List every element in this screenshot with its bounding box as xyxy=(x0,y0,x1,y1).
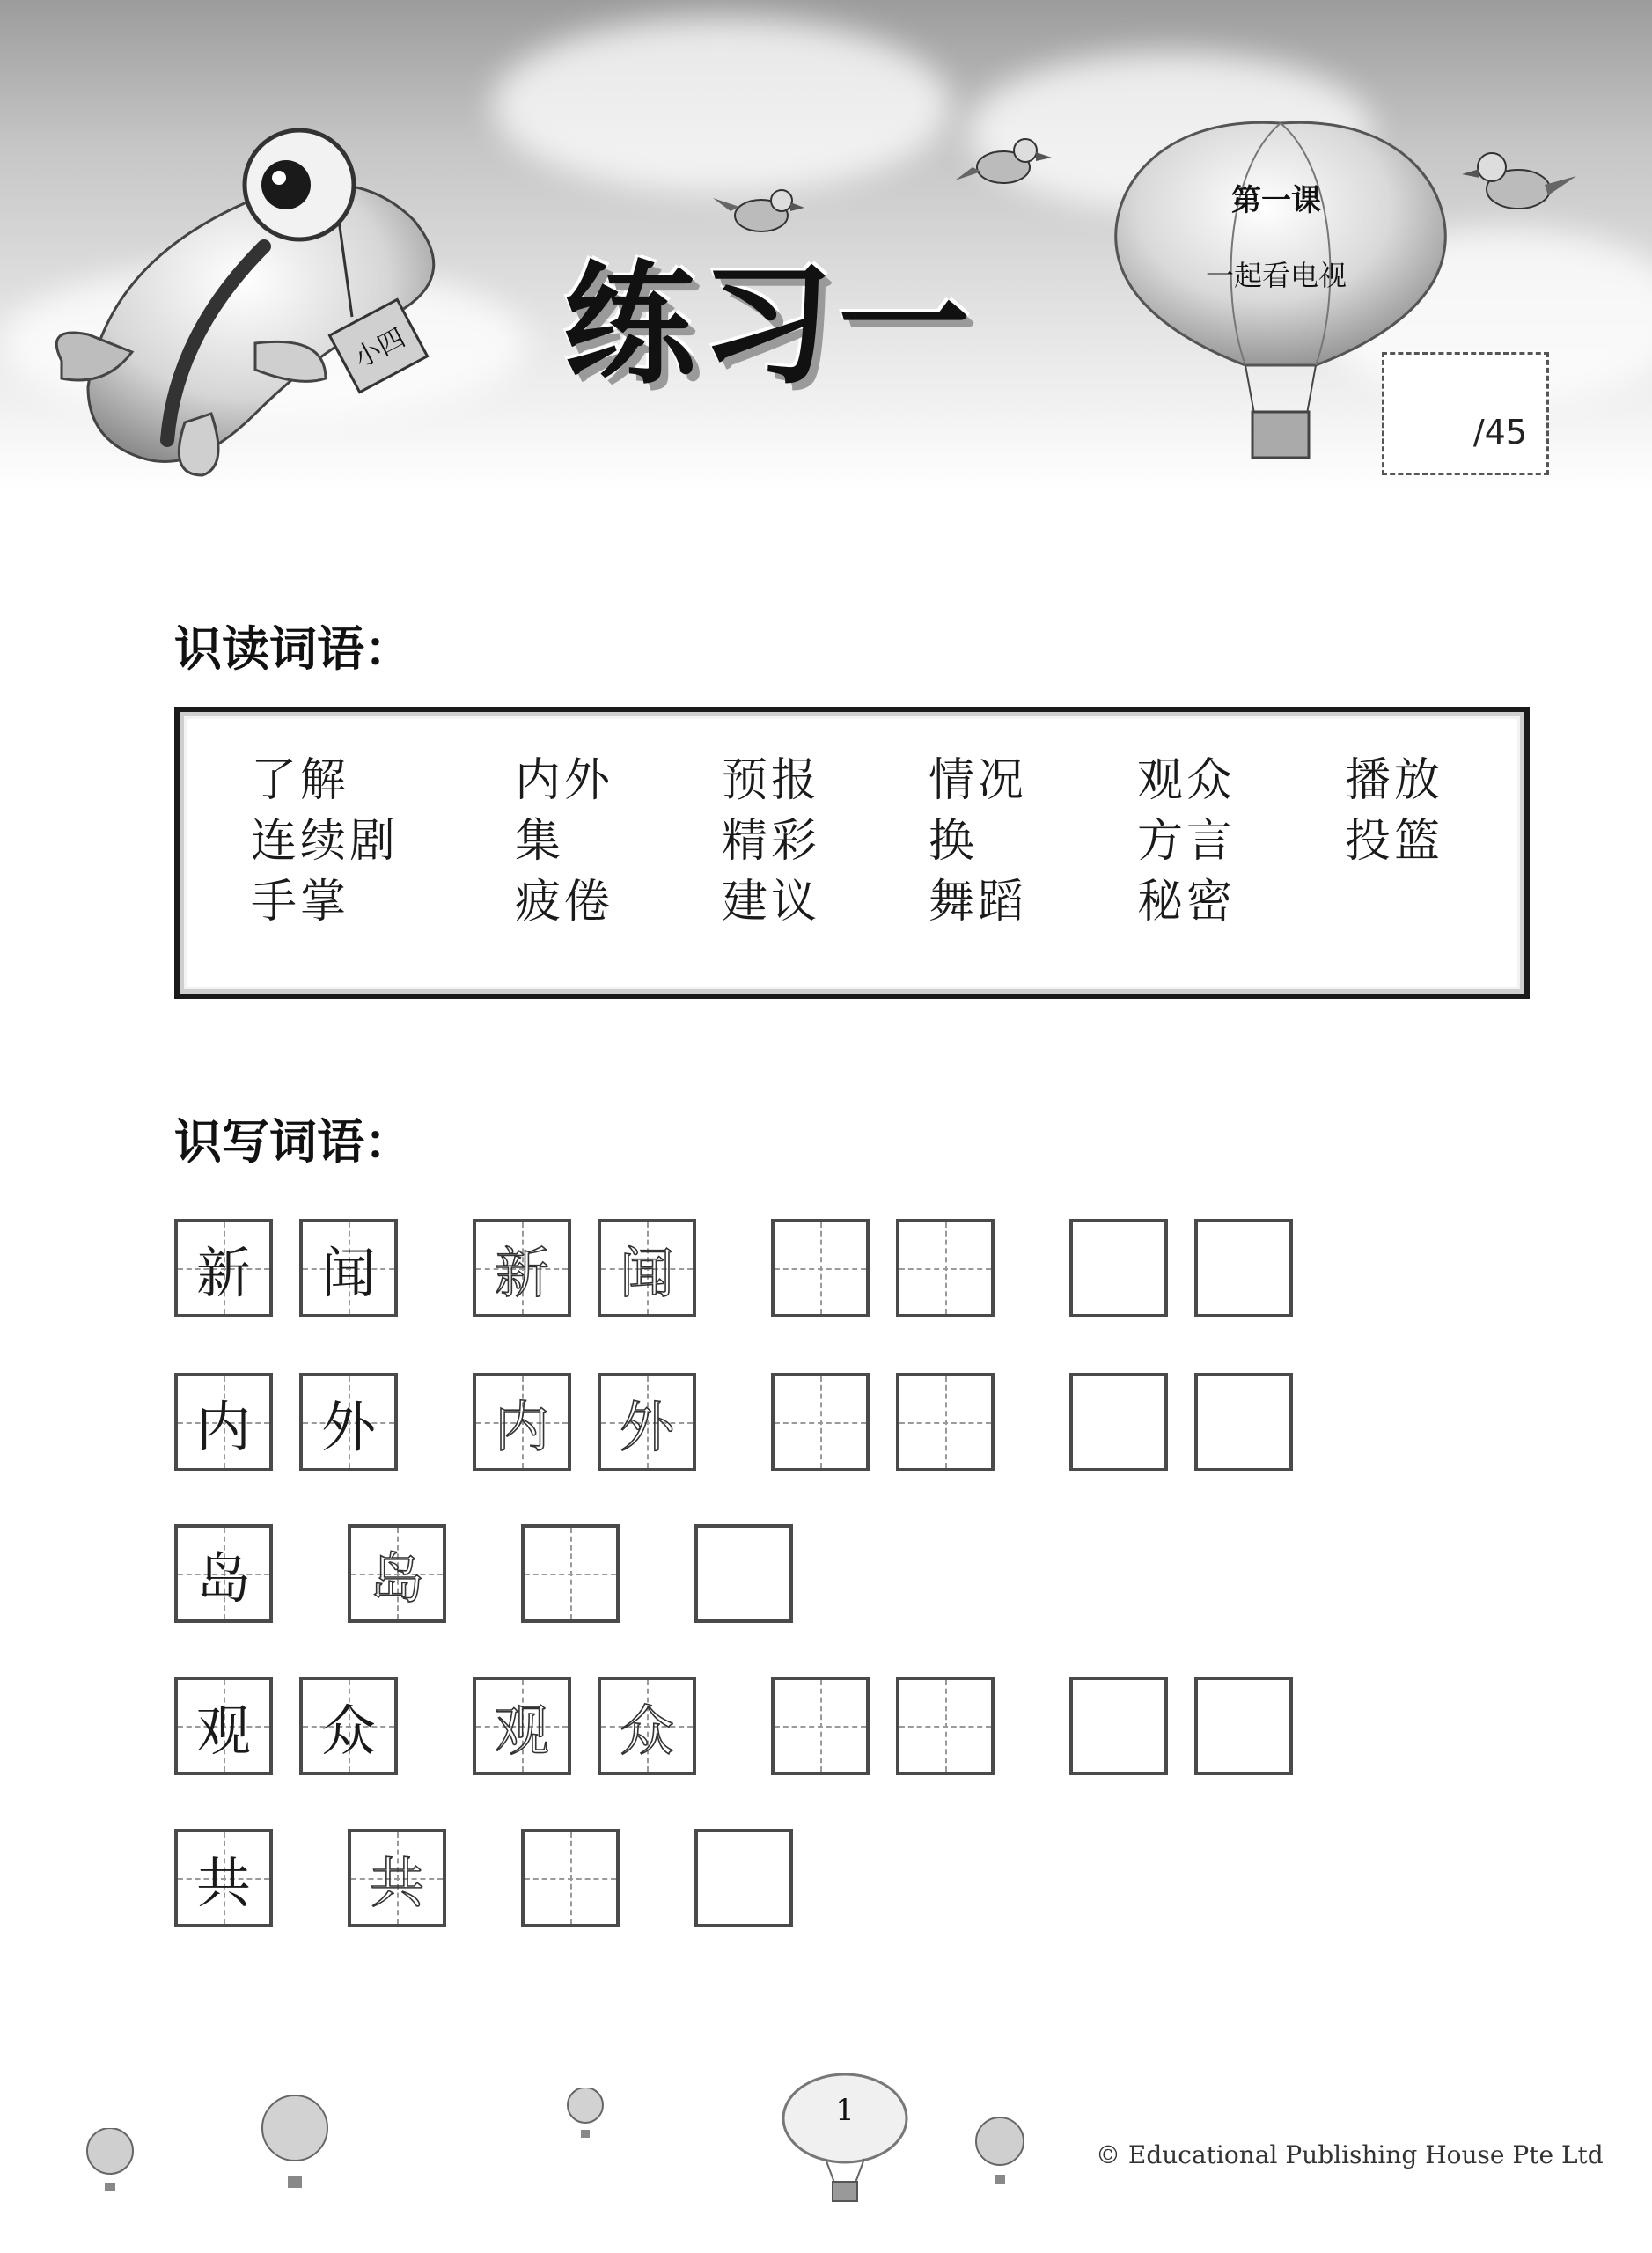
trace-character: 外 xyxy=(619,1394,674,1459)
blank-writing-box[interactable] xyxy=(1194,1373,1293,1471)
practice-grid-box[interactable] xyxy=(521,1829,620,1927)
guide-line xyxy=(775,1268,866,1270)
trace-character-box xyxy=(473,1219,571,1317)
reading-word: 了解 xyxy=(251,754,350,807)
blank-writing-box[interactable] xyxy=(1069,1219,1168,1317)
reading-word: 内外 xyxy=(515,754,614,807)
reading-word: 精彩 xyxy=(722,815,821,868)
practice-grid-box[interactable] xyxy=(771,1219,870,1317)
blank-writing-box[interactable] xyxy=(1069,1373,1168,1471)
score-box[interactable] xyxy=(1382,352,1549,475)
cloud xyxy=(493,18,951,194)
model-character: 新 xyxy=(195,1240,251,1305)
reading-word: 疲倦 xyxy=(515,876,614,928)
model-character-box xyxy=(299,1219,398,1317)
practice-grid-box[interactable] xyxy=(771,1677,870,1775)
model-character: 内 xyxy=(195,1394,251,1459)
model-character: 共 xyxy=(195,1850,251,1915)
model-character: 外 xyxy=(320,1394,376,1459)
guide-line xyxy=(525,1574,616,1575)
model-character-box xyxy=(299,1373,398,1471)
reading-section-heading: 识读词语： xyxy=(174,621,412,677)
reading-word: 方言 xyxy=(1137,815,1237,868)
trace-character-box xyxy=(473,1373,571,1471)
trace-character-box xyxy=(598,1219,696,1317)
reading-word: 换 xyxy=(929,815,979,868)
practice-grid-box[interactable] xyxy=(771,1373,870,1471)
trace-character-box xyxy=(473,1677,571,1775)
model-character: 观 xyxy=(195,1698,251,1763)
reading-word: 舞蹈 xyxy=(929,876,1028,928)
model-character: 岛 xyxy=(195,1545,251,1611)
copyright-notice: © Educational Publishing House Pte Ltd xyxy=(1096,2140,1604,2169)
blank-writing-box[interactable] xyxy=(1069,1677,1168,1775)
reading-word: 播放 xyxy=(1345,754,1444,807)
blank-writing-box[interactable] xyxy=(1194,1219,1293,1317)
reading-word: 秘密 xyxy=(1137,876,1237,928)
trace-character: 岛 xyxy=(369,1545,424,1611)
lesson-number: 第一课 xyxy=(1231,183,1321,218)
model-character-box xyxy=(174,1373,273,1471)
model-character-box xyxy=(174,1677,273,1775)
guide-line xyxy=(525,1878,616,1880)
reading-word: 观众 xyxy=(1137,754,1237,807)
trace-character: 观 xyxy=(494,1698,549,1763)
trace-character-box xyxy=(348,1524,446,1623)
reading-word: 建议 xyxy=(722,876,821,928)
model-character-box xyxy=(174,1829,273,1927)
practice-grid-box[interactable] xyxy=(896,1373,995,1471)
reading-word: 情况 xyxy=(929,754,1028,807)
guide-line xyxy=(775,1726,866,1728)
trace-character: 共 xyxy=(369,1850,424,1915)
trace-character-box xyxy=(598,1373,696,1471)
practice-grid-box[interactable] xyxy=(521,1524,620,1623)
model-character: 众 xyxy=(320,1698,376,1763)
trace-character: 内 xyxy=(494,1394,549,1459)
bird-icon xyxy=(955,128,1061,198)
writing-section-heading: 识写词语： xyxy=(174,1114,412,1170)
page-number: 1 xyxy=(835,2093,855,2128)
guide-line xyxy=(775,1422,866,1424)
trace-character-box xyxy=(598,1677,696,1775)
blank-writing-box[interactable] xyxy=(694,1829,793,1927)
reading-word: 连续剧 xyxy=(251,815,400,868)
lesson-title: 一起看电视 xyxy=(1205,259,1347,292)
guide-line xyxy=(899,1268,991,1270)
trace-character: 闻 xyxy=(619,1240,674,1305)
reading-word: 预报 xyxy=(722,754,821,807)
small-balloon-icon xyxy=(973,2117,1026,2191)
bird-icon xyxy=(1457,141,1580,229)
small-balloon-icon xyxy=(565,2088,606,2146)
reading-word: 投篮 xyxy=(1345,815,1444,868)
practice-grid-box[interactable] xyxy=(896,1219,995,1317)
trace-character: 新 xyxy=(494,1240,549,1305)
blank-writing-box[interactable] xyxy=(1194,1677,1293,1775)
score-total: /45 xyxy=(1472,413,1527,451)
practice-grid-box[interactable] xyxy=(896,1677,995,1775)
trace-character-box xyxy=(348,1829,446,1927)
page-title: 练习一 xyxy=(563,249,976,402)
guide-line xyxy=(899,1422,991,1424)
reading-word: 集 xyxy=(515,815,565,868)
small-balloon-icon xyxy=(84,2128,136,2198)
blank-writing-box[interactable] xyxy=(694,1524,793,1623)
model-character-box xyxy=(174,1524,273,1623)
small-balloon-icon xyxy=(260,2095,330,2196)
grade-badge: 小四 xyxy=(327,297,429,393)
guide-line xyxy=(899,1726,991,1728)
model-character: 闻 xyxy=(320,1240,376,1305)
bird-icon xyxy=(713,176,810,246)
trace-character: 众 xyxy=(619,1698,674,1763)
model-character-box xyxy=(174,1219,273,1317)
model-character-box xyxy=(299,1677,398,1775)
reading-word: 手掌 xyxy=(251,876,350,928)
